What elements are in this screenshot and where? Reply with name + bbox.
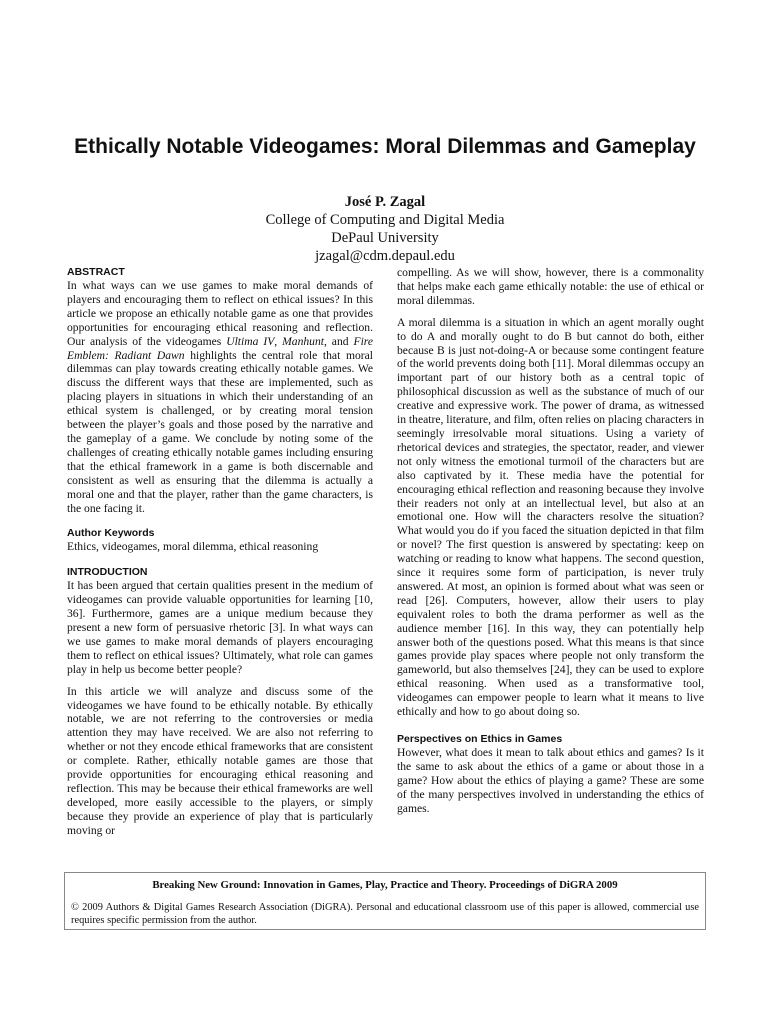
game-title-1: Ultima IV <box>226 334 275 348</box>
introduction-paragraph-2-continued: compelling. As we will show, however, there is a commonality that helps make each game ethically notable: the use of ethical or moral dilemmas. <box>397 266 704 307</box>
author-block <box>60 193 710 265</box>
introduction-heading: INTRODUCTION <box>67 566 148 579</box>
introduction-section <box>67 566 373 837</box>
abstract-sep-2: , and <box>323 334 354 348</box>
paper-title: Ethically Notable Videogames: Moral Dilemmas and Gameplay <box>74 135 696 158</box>
abstract-section <box>67 266 373 515</box>
abstract-heading: ABSTRACT <box>67 266 125 278</box>
keywords-heading: Author Keywords <box>67 527 155 540</box>
perspectives-paragraph-1: However, what does it mean to talk about ethics and games? Is it the same to ask about the ethics of a game or about those in a game? How about the ethics of playing a game? These are some of the many perspectives involved in understanding the ethics of games. <box>397 746 704 815</box>
abstract-text <box>67 279 373 515</box>
author-name: José P. Zagal <box>344 194 426 210</box>
introduction-paragraph-2: In this article we will analyze and discuss some of the videogames we have found to be ethically notable. By ethically notable, we are not referring to the controversies or media attention they may have received. We are also not referring to whether or not they encode ethical frameworks that are consistent or complete. Rather, ethically notable games are those that provide opportunities for encouraging ethical reasoning and reflection. This may be because their ethical frameworks are well developed, more easily accessible to the players, or simply because they provide an experience of play that is particularly moving or <box>67 684 373 837</box>
proceedings-title: Breaking New Ground: Innovation in Games, Play, Practice and Theory. Proceedings of DiGRA 2009 <box>152 879 618 891</box>
author-affiliation: College of Computing and Digital Media <box>265 212 505 228</box>
introduction-paragraph-1: It has been argued that certain qualities present in the medium of videogames can provide valuable opportunities for learning [10, 36]. Furthermore, games are a unique medium because they present a new form of persuasive rhetoric [3]. In what ways can we use games to make moral demands of players encouraging them to reflect on ethical issues? Ultimately, what role can games play in help us become better people? <box>67 579 373 676</box>
left-column <box>67 266 373 850</box>
abstract-sep-1: , <box>274 334 283 348</box>
author-email: jzagal@cdm.depaul.edu <box>315 248 455 264</box>
perspectives-section <box>397 733 704 816</box>
game-title-2: Manhunt <box>282 334 324 348</box>
perspectives-heading: Perspectives on Ethics in Games <box>397 733 563 745</box>
right-column <box>397 266 704 828</box>
keywords-section <box>67 527 373 554</box>
abstract-text-after: highlights the central role that moral dilemmas can play towards creating ethically notable games. We discuss the different ways that these are implemented, such as placing players in situations in which their understanding of an ethical system is challenged, or by creating moral tension between the player’s goals and those posed by the narrative and the gameplay of a game. We conclude by noting some of the challenges of creating ethically notable games including ensuring that the ethical framework in a game is both discernable and consistent as well as ensuring that the dilemma is actually a moral one and that the player, rather than the game characters, is the one facing it. <box>67 348 373 515</box>
keywords-text: Ethics, videogames, moral dilemma, ethical reasoning <box>67 540 319 554</box>
game-title-3: Fire Emblem: Radiant Dawn <box>67 334 374 362</box>
proceedings-footer <box>64 872 706 930</box>
introduction-paragraph-3: A moral dilemma is a situation in which an agent morally ought to do A and morally ought to do B but cannot do both, either because B is just not-doing-A or because some contingent feature of the world prevents doing both [11]. Moral dilemmas occupy an important part of our history both as a central topic of philosophical discussion as well as the substance of much of our creative and expressive work. The power of drama, as witnessed in theatre, literature, and film, often relies on placing characters in seemingly irresolvable moral situations. Using a variety of rhetorical devices and strategies, the spectator, reader, and viewer not only witness the emotional turmoil of the characters but are also captivated by it. These media have the potential for encouraging ethical reflection and reasoning because they involve their readers not only at an intellectual level, but also at an emotional one. How will the characters resolve the situation? What would you do if you faced the situation depicted in that film or novel? The first question is answered by spectating: keep on watching or reading to know what happens. The second question, since it requires some form of participation, is never truly answered. At most, an opinion is formed about what was seen or read [26]. Computers, however, allow their users to play equivalent roles to both the drama performer as well as the audience member [16]. In this way, they can potentially help answer both of the questions posed. What this means is that since games provide play spaces where people not only transform the gameworld, but also themselves [24], they can be used to explore ethical reasoning. When used as a transformative tool, videogames can empower people to learn what it means to live ethically and how to go about doing so. <box>397 315 704 719</box>
abstract-text-before: In what ways can we use games to make moral demands of players and encouraging them to reflect on ethical issues? In this article we propose an ethically notable game as one that provides opportunities for encouraging ethical reasoning and reflection. Our analysis of the videogames <box>67 279 373 348</box>
copyright-notice: © 2009 Authors & Digital Games Research Association (DiGRA). Personal and educational classroom use of this paper is allowed, commercial use requires specific permission from the author. <box>71 902 699 926</box>
author-university: DePaul University <box>331 230 439 246</box>
